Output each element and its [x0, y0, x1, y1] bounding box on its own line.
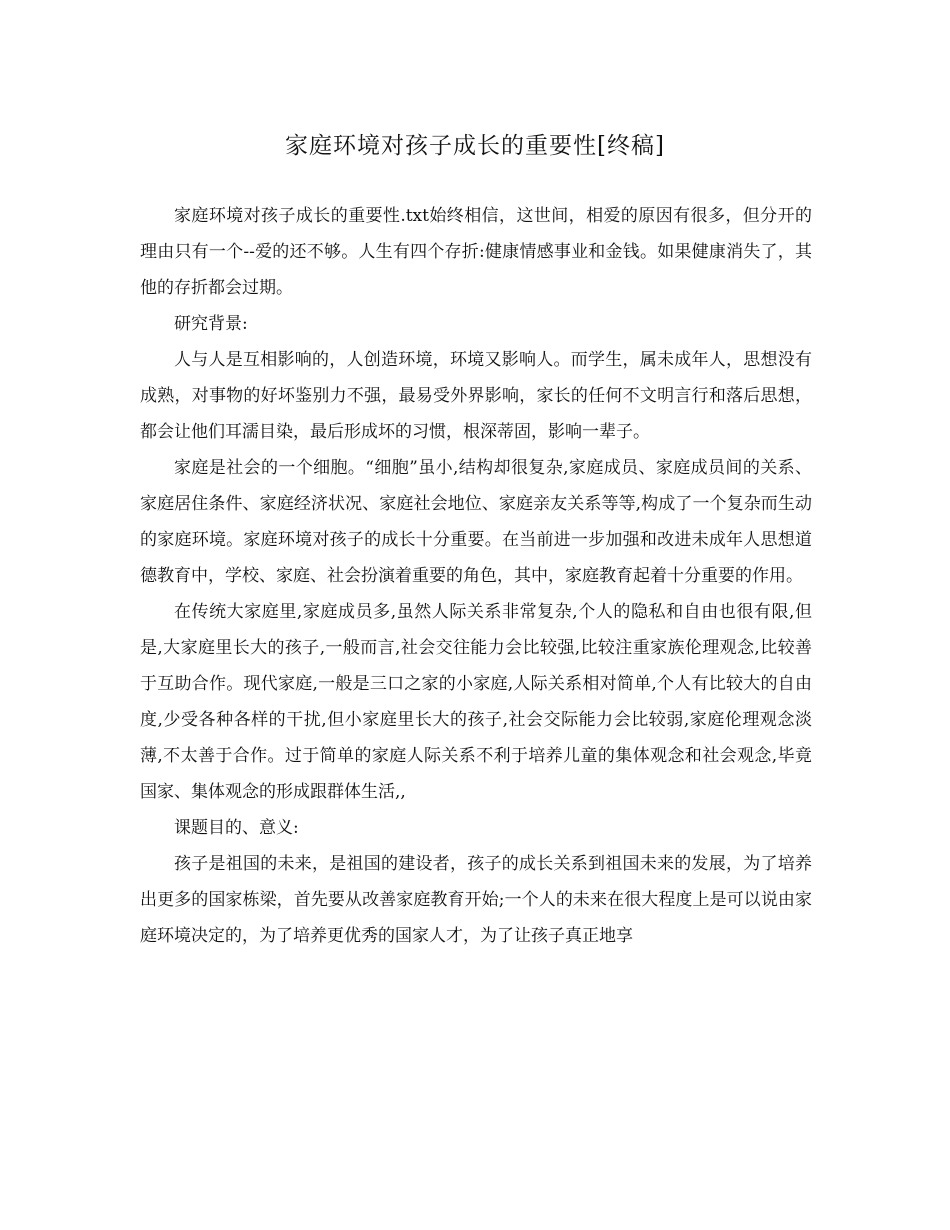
paragraph-intro: 家庭环境对孩子成长的重要性.txt始终相信，这世间，相爱的原因有很多，但分开的理由只有一个--爱的还不够。人生有四个存折:健康情感事业和金钱。如果健康消失了，其他的存折都会过期。 [140, 206, 812, 298]
document-title: 家庭环境对孩子成长的重要性[终稿] [285, 133, 665, 159]
paragraph-children-future: 孩子是祖国的未来，是祖国的建设者，孩子的成长关系到祖国未来的发展，为了培养出更多的国家栋梁，首先要从改善家庭教育开始;一个人的未来在很大程度上是可以说由家庭环境决定的，为了培养更优秀的国家人才，为了让孩子真正地享 [140, 854, 812, 946]
heading-research-background: 研究背景: [174, 314, 248, 334]
paragraph-mutual-influence: 人与人是互相影响的，人创造环境，环境又影响人。而学生，属未成年人，思想没有成熟，对事物的好坏鉴别力不强，最易受外界影响，家长的任何不文明言行和落后思想，都会让他们耳濡目染，最后形成坏的习惯，根深蒂固，影响一辈子。 [140, 350, 812, 442]
paragraph-family-cell: 家庭是社会的一个细胞。“细胞”虽小,结构却很复杂,家庭成员、家庭成员间的关系、家庭居住条件、家庭经济状况、家庭社会地位、家庭亲友关系等等,构成了一个复杂而生动的家庭环境。家庭环境对孩子的成长十分重要。在当前进一步加强和改进未成年人思想道德教育中，学校、家庭、社会扮演着重要的角色，其中，家庭教育起着十分重要的作用。 [140, 458, 812, 586]
heading-purpose-significance: 课题目的、意义: [174, 818, 299, 838]
paragraph-traditional-family: 在传统大家庭里,家庭成员多,虽然人际关系非常复杂,个人的隐私和自由也很有限,但是,大家庭里长大的孩子,一般而言,社会交往能力会比较强,比较注重家族伦理观念,比较善于互助合作。现代家庭,一般是三口之家的小家庭,人际关系相对简单,个人有比较大的自由度,少受各种各样的干扰,但小家庭里长大的孩子,社会交际能力会比较弱,家庭伦理观念淡薄,不太善于合作。过于简单的家庭人际关系不利于培养儿童的集体观念和社会观念,毕竟国家、集体观念的形成跟群体生活,, [140, 602, 812, 802]
document-body [140, 198, 812, 954]
